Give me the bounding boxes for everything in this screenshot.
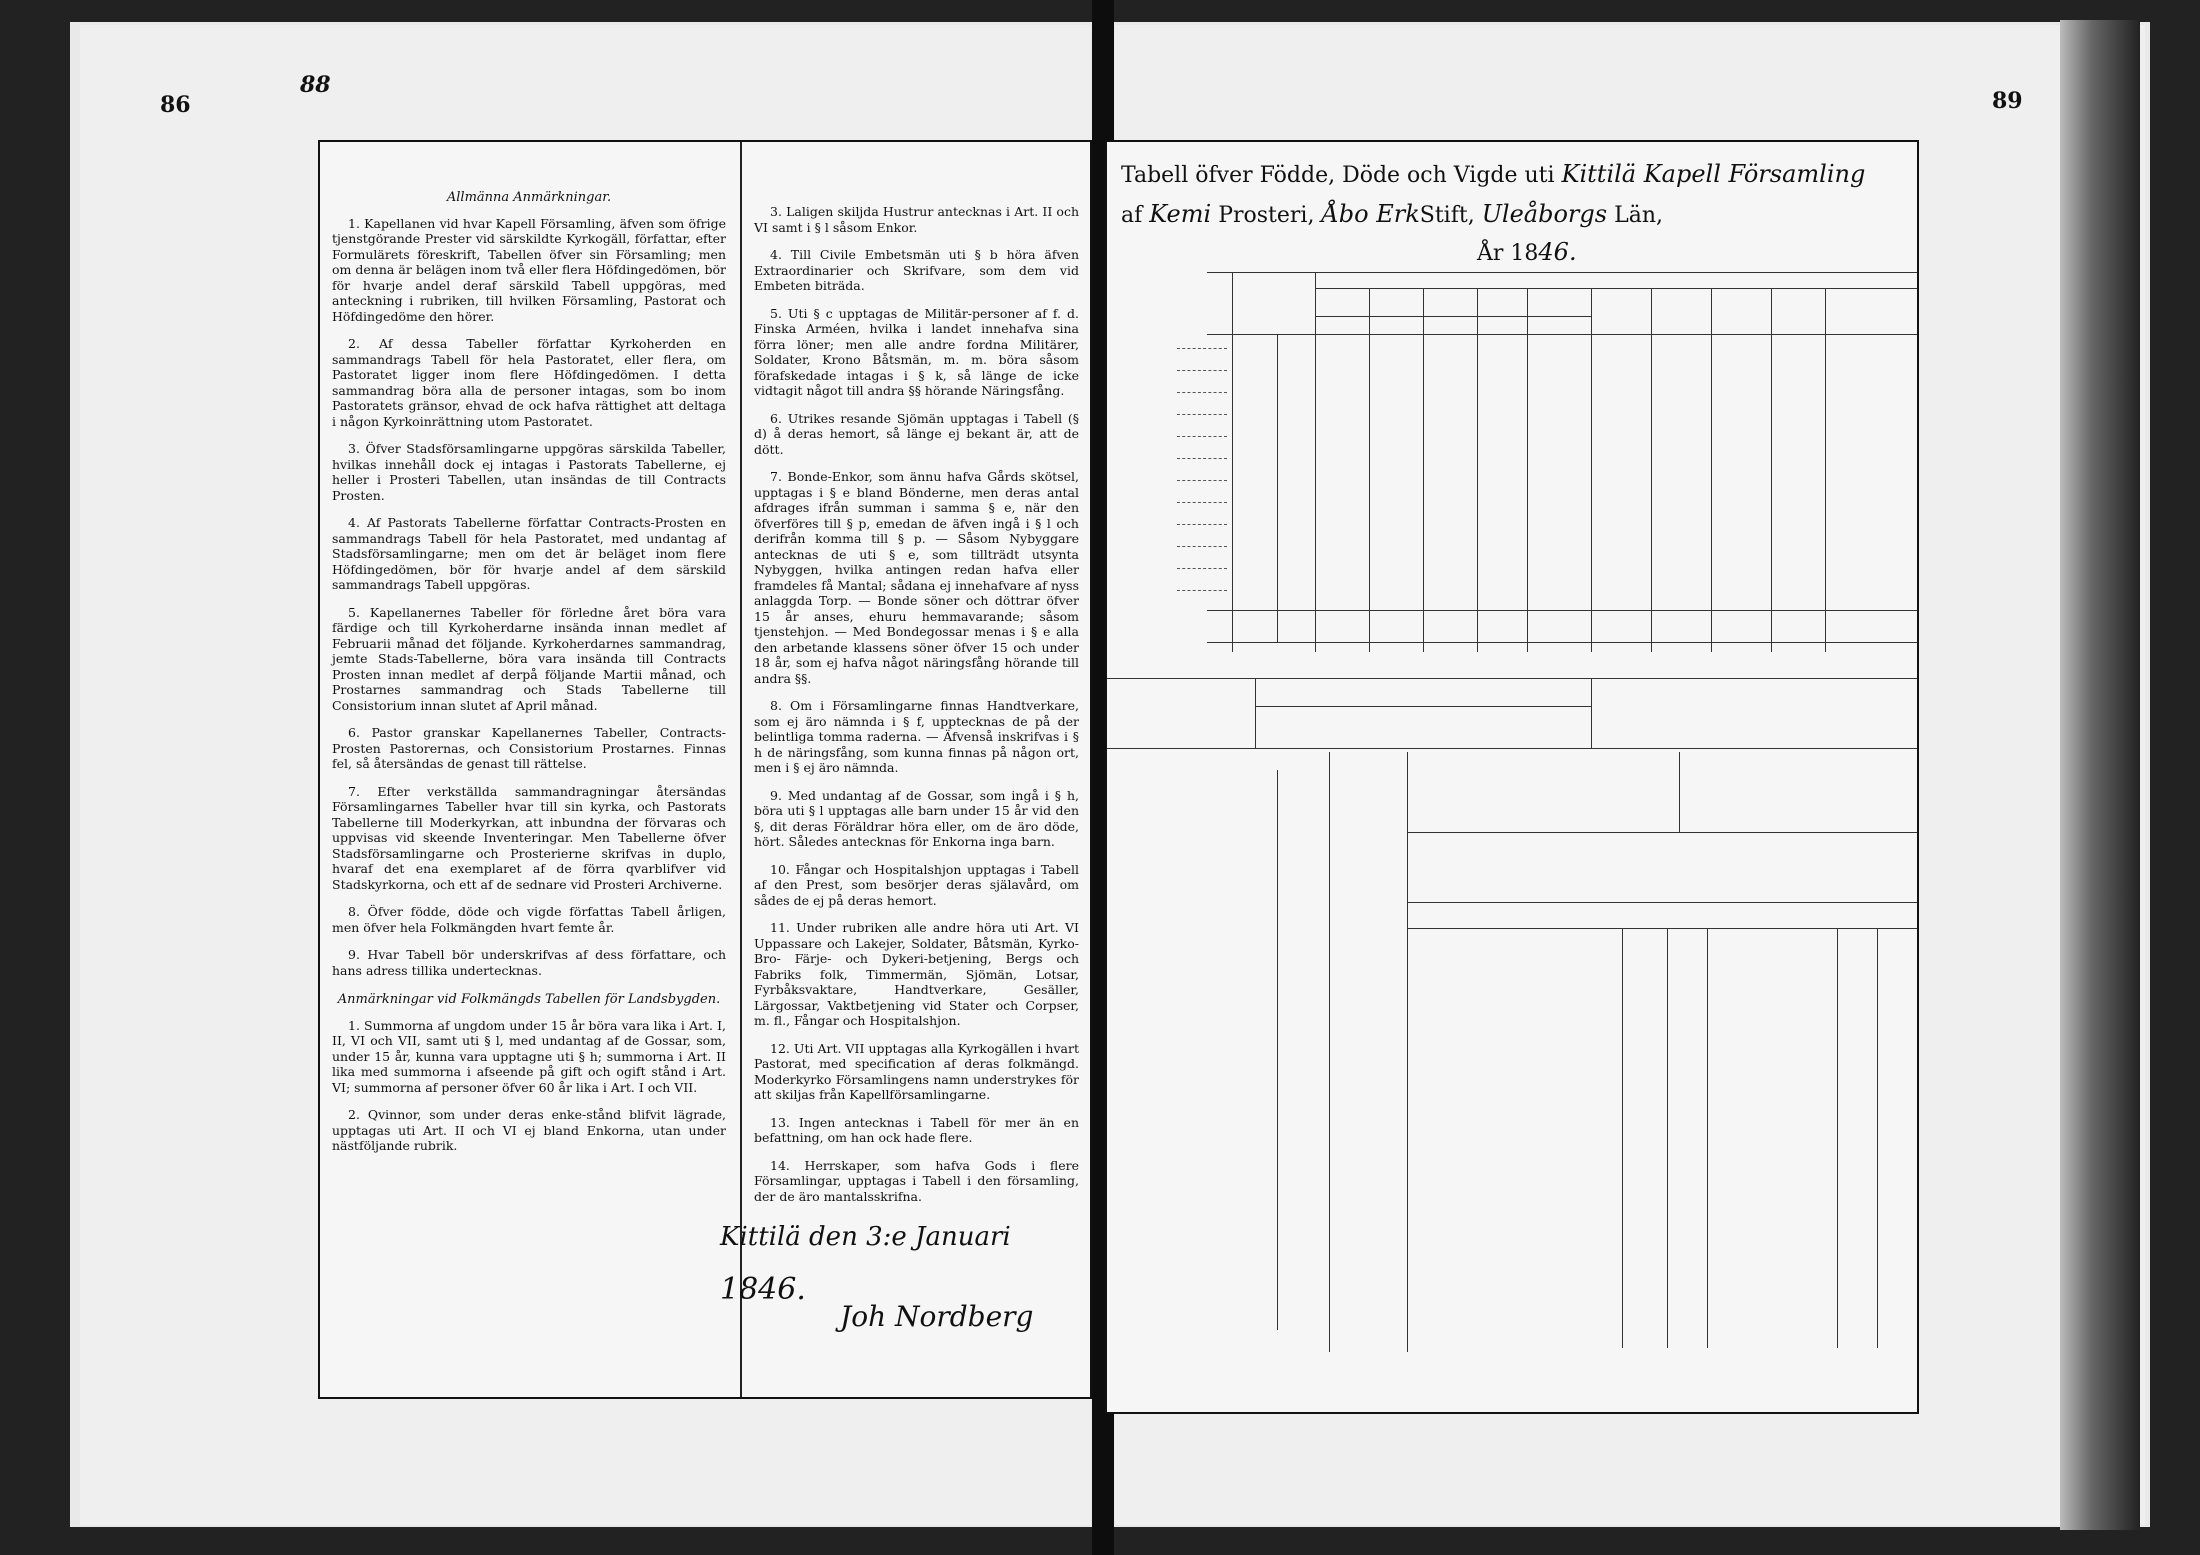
title-text-2b: Prosteri, xyxy=(1218,203,1315,228)
grid-line-vertical xyxy=(1622,928,1623,1348)
grid-line-vertical xyxy=(1255,678,1256,748)
title-text-1: Tabell öfver Födde, Döde och Vigde uti xyxy=(1121,163,1555,188)
leader-dots xyxy=(1177,348,1227,349)
left-page-number-ink: 88 xyxy=(300,72,331,98)
remark-paragraph: 8. Öfver födde, döde och vigde författas Tabell årligen, men öfver hela Folkmängden hvart femte år. xyxy=(332,904,726,935)
hand-stift: Åbo Erk xyxy=(1321,200,1420,228)
book-page-edges xyxy=(2060,20,2140,1530)
table-title-line-1 xyxy=(1121,160,1865,188)
grid-line-horizontal xyxy=(1407,928,1917,929)
hand-lan: Uleåborgs xyxy=(1481,200,1608,228)
table-area xyxy=(1107,272,1917,1412)
hand-parish: Kittilä Kapell Församling xyxy=(1561,160,1866,188)
grid-line-horizontal xyxy=(1207,334,1917,335)
remark-paragraph: 9. Hvar Tabell bör underskrifvas af dess författare, och hans adress tillika undertecknas. xyxy=(332,947,726,978)
grid-line-horizontal xyxy=(1407,902,1917,903)
grid-line-vertical xyxy=(1711,288,1712,652)
remark-paragraph: 13. Ingen antecknas i Tabell för mer än en befattning, om han ock hade flere. xyxy=(754,1114,1079,1145)
grid-line-vertical xyxy=(1679,752,1680,832)
grid-line-vertical xyxy=(1329,752,1330,1352)
leader-dots xyxy=(1177,546,1227,547)
remark-paragraph: 7. Bonde-Enkor, som ännu hafva Gårds skötsel, upptagas i § e bland Bönderne, men deras antal afdrages ifrån summan i samma § e, när den öfverföres till § p, emedan de äfven ingå i § l och derifrån komma till § p. — Såsom Nybyggare antecknas de uti § e, som tillträdt utsynta Nybyggen, hvilka antingen redan hafva eller framdeles få Mantal; sådana ej innehafvare af nyss anlaggda Torp. — Bonde söner och döttrar öfver 15 år anses, ehuru hemmavarande; såsom tjenstehjon. — Med Bondegossar menas i § e alla den arbetande klassens söner öfver 15 och under 18 år, som ej hafva något näringsfång hörande till andra §§. xyxy=(754,469,1079,686)
remarks-column-2 xyxy=(754,204,1079,1216)
table-title-year xyxy=(1477,238,1577,266)
grid-line-vertical xyxy=(1277,770,1278,1330)
grid-line-horizontal xyxy=(1107,678,1917,679)
hand-year: 46. xyxy=(1538,238,1577,266)
remarks-title: Allmänna Anmärkningar. xyxy=(446,190,612,205)
grid-line-vertical xyxy=(1527,288,1528,652)
grid-line-horizontal xyxy=(1207,610,1917,611)
leader-dots xyxy=(1177,568,1227,569)
grid-line-horizontal xyxy=(1107,748,1917,749)
remark-paragraph: 1. Summorna af ungdom under 15 år böra vara lika i Art. I, II, VI och VII, samt uti § l, med undantag af de Gossar, som, under 15 år, kunna vara upptagne uti § h; summorna i Art. II lika med summorna i afseende på gift och ogift stånd i Art. VI; summorna af personer öfver 60 år lika i Art. I och VII. xyxy=(332,1017,726,1095)
remark-paragraph: 7. Efter verkställda sammandragningar återsändas Församlingarnes Tabeller hvar till sin kyrka, och Pastorats Tabellerne till Moderkyrkan, att inbundna der förvaras och uppvisas vid skeende Inventeringar. Men Tabellerne öfver Stadsförsamlingarne och Prosterierne skrifvas in duplo, hvaraf det ena exemplaret af de förra qvarblifver vid Stadskyrkorna, och ett af de sednare vid Prosteri Archiverne. xyxy=(332,783,726,892)
grid-line-vertical xyxy=(1477,288,1478,652)
remark-paragraph: 9. Med undantag af de Gossar, som ingå i § h, böra uti § l upptagas alle barn under 15 år vid den §, dit deras Föräldrar höra eller, om de äro döde, hört. Således antecknas för Enkorna inga barn. xyxy=(754,787,1079,849)
remark-paragraph: 1. Kapellanen vid hvar Kapell Församling, äfven som öfrige tjenstgörande Prester vid särskildte Kyrkogäll, författar, efter Formulärets föreskrift, Tabellen öfver sin Församling; men om denna är belägen inom två eller flera Höfdingedömen, bör för hvarje andel deraf särskild Tabell uppgöras, med anteckning i rubriken, till hvilken Församling, Pastorat och Höfdingedöme den hörer. xyxy=(332,215,726,324)
grid-line-horizontal xyxy=(1207,272,1917,273)
remarks-column-1 xyxy=(332,190,726,1166)
leader-dots xyxy=(1177,392,1227,393)
leader-dots xyxy=(1177,590,1227,591)
leader-dots xyxy=(1177,370,1227,371)
remark-paragraph: 5. Kapellanernes Tabeller för förledne året böra vara färdige och till Kyrkoherdarne insända innan medlet af Februarii månad det följande. Kyrkoherdarnes sammandrag, jemte Stads-Tabellerne, böra vara insända till Contracts Prosten innan medlet af derpå följande Martii månad, och Prostarnes sammandrag och Stads Tabellerne till Consistorium innan slutet af April månad. xyxy=(332,604,726,713)
grid-line-vertical xyxy=(1591,678,1592,748)
grid-line-vertical xyxy=(1837,928,1838,1348)
remark-paragraph: 4. Af Pastorats Tabellerne författar Contracts-Prosten en sammandrags Tabell för hela Pastoratet, med undantag af Stadsförsamlingarne; men om det är beläget inom flere Höfdingedömen, bör för hvarje andel af dem särskild sammandrags Tabell uppgöras. xyxy=(332,515,726,592)
grid-line-horizontal xyxy=(1255,706,1591,707)
signature-name: Joh Nordberg xyxy=(840,1300,1034,1333)
remark-paragraph: 4. Till Civile Embetsmän uti § b höra äfven Extraordinarier och Skrifvare, som dem vid Embeten biträda. xyxy=(754,247,1079,293)
remark-paragraph: 6. Utrikes resande Sjömän upptagas i Tabell (§ d) å deras hemort, så länge ej bekant är, att de dött. xyxy=(754,410,1079,457)
signature-year: 1846. xyxy=(720,1272,806,1307)
column-separator xyxy=(740,142,742,1397)
remarks-frame xyxy=(318,140,1092,1399)
grid-line-vertical xyxy=(1877,928,1878,1348)
remark-paragraph: 12. Uti Art. VII upptagas alla Kyrkogällen i hvart Pastorat, med specification af deras folkmängd. Moderkyrko Församlingens namn understrykes för att skiljas från Kapellförsamlingarne. xyxy=(754,1040,1079,1102)
table-title-line-2 xyxy=(1121,200,1663,228)
grid-line-vertical xyxy=(1369,288,1370,652)
remark-paragraph: 2. Qvinnor, som under deras enke-stånd blifvit lägrade, upptagas uti Art. II och VI ej bland Enkorna, utan under nästföljande rubrik. xyxy=(332,1107,726,1153)
grid-line-vertical xyxy=(1407,752,1408,1352)
remark-paragraph: 11. Under rubriken alle andre höra uti Art. VI Uppassare och Lakejer, Soldater, Båtsmän, Kyrko- Bro- Färje- och Dykeri-betjening, Bergs och Fabriks folk, Timmermän, Sjömän, Lotsar, Fyrbåksvaktare, Handtverkare, Gesäller, Lärgossar, Vaktbetjening vid Stater och Corpser, m. fl., Fångar och Hospitalshjon. xyxy=(754,920,1079,1028)
grid-line-vertical xyxy=(1232,272,1233,652)
remark-paragraph: 3. Laligen skiljda Hustrur antecknas i Art. II och VI samt i § l såsom Enkor. xyxy=(754,204,1079,235)
leader-dots xyxy=(1177,458,1227,459)
remarks-list-1 xyxy=(332,216,726,979)
grid-line-vertical xyxy=(1771,288,1772,652)
left-page-number: 86 xyxy=(160,92,191,118)
grid-line-vertical xyxy=(1825,288,1826,652)
grid-line-vertical xyxy=(1591,288,1592,652)
remarks-list-2 xyxy=(754,204,1079,1204)
remark-paragraph: 5. Uti § c upptagas de Militär-personer af f. d. Finska Arméen, hvilka i landet innehafva sina förra löner; men alle andre fordna Militärer, Soldater, Kronо Båtsmän, m. m. böra såsom förafskedade intagas i § k, så länge de icke vidtagit något till andra §§ hörande Näringsfång. xyxy=(754,305,1079,398)
signature-place: Kittilä den 3:e Januari xyxy=(720,1222,1011,1252)
grid-line-vertical xyxy=(1423,288,1424,652)
grid-line-vertical xyxy=(1707,928,1708,1348)
remarks-list-1b xyxy=(332,1018,726,1154)
hand-prosteri: Kemi xyxy=(1149,200,1212,228)
grid-line-vertical xyxy=(1651,288,1652,652)
grid-line-horizontal xyxy=(1315,316,1591,317)
title-text-2a: af xyxy=(1121,203,1143,228)
grid-line-vertical xyxy=(1277,334,1278,642)
remark-paragraph: 2. Af dessa Tabeller författar Kyrkoherden en sammandrags Tabell för hela Pastoratet, eller flera, om Pastoratet ligger inom flere Höfdingedömen. I detta sammandrag böra alla de personer intagas, som bo inom Pastoratets gränsor, ehvad de ock hafva rättighet att deltaga i någon Kyrkoinrättning utom Pastoratet. xyxy=(332,336,726,429)
leader-dots xyxy=(1177,480,1227,481)
grid-line-horizontal xyxy=(1315,288,1591,289)
remark-paragraph: 10. Fångar och Hospitalshjon upptagas i Tabell af den Prest, som besörjer deras själavård, om sådes de ej på deras hemort. xyxy=(754,861,1079,908)
statistics-table-frame xyxy=(1105,140,1919,1414)
leader-dots xyxy=(1177,524,1227,525)
grid-line-horizontal xyxy=(1207,642,1917,643)
grid-line-vertical xyxy=(1315,272,1316,652)
remark-paragraph: 14. Herrskaper, som hafva Gods i flere Församlingar, upptagas i Tabell i den församling, der de äro mantalsskrifna. xyxy=(754,1157,1079,1204)
title-text-2d: Län, xyxy=(1614,203,1663,228)
title-year-prefix: År 18 xyxy=(1477,241,1539,266)
remark-paragraph: 8. Om i Församlingarne finnas Handtverkare, som ej äro nämnda i § f, upptecknas de på der belintliga tomma raderna. — Äfvenså inskrifvas i § h de näringsfång, som kunna finnas på någon ort, men i § ej äro nämnda. xyxy=(754,698,1079,775)
grid-line-horizontal xyxy=(1591,288,1917,289)
remarks-subtitle: Anmärkningar vid Folkmängds Tabellen för Landsbygden. xyxy=(337,992,721,1007)
right-page-number: 89 xyxy=(1992,88,2023,114)
grid-line-horizontal xyxy=(1407,832,1917,833)
remark-paragraph: 6. Pastor granskar Kapellanernes Tabeller, Contracts-Prosten Pastorernas, och Consistorium Prostarnes. Finnas fel, så återsändas de genast till rättelse. xyxy=(332,725,726,771)
title-text-2c: Stift, xyxy=(1419,203,1475,228)
leader-dots xyxy=(1177,436,1227,437)
grid-line-vertical xyxy=(1667,928,1668,1348)
leader-dots xyxy=(1177,502,1227,503)
remark-paragraph: 3. Öfver Stadsförsamlingarne uppgöras särskilda Tabeller, hvilkas innehåll dock ej intagas i Pastorats Tabellerne, ej heller i Prosteri Tabellen, utan insändas de till Contracts Prosten. xyxy=(332,441,726,503)
leader-dots xyxy=(1177,414,1227,415)
